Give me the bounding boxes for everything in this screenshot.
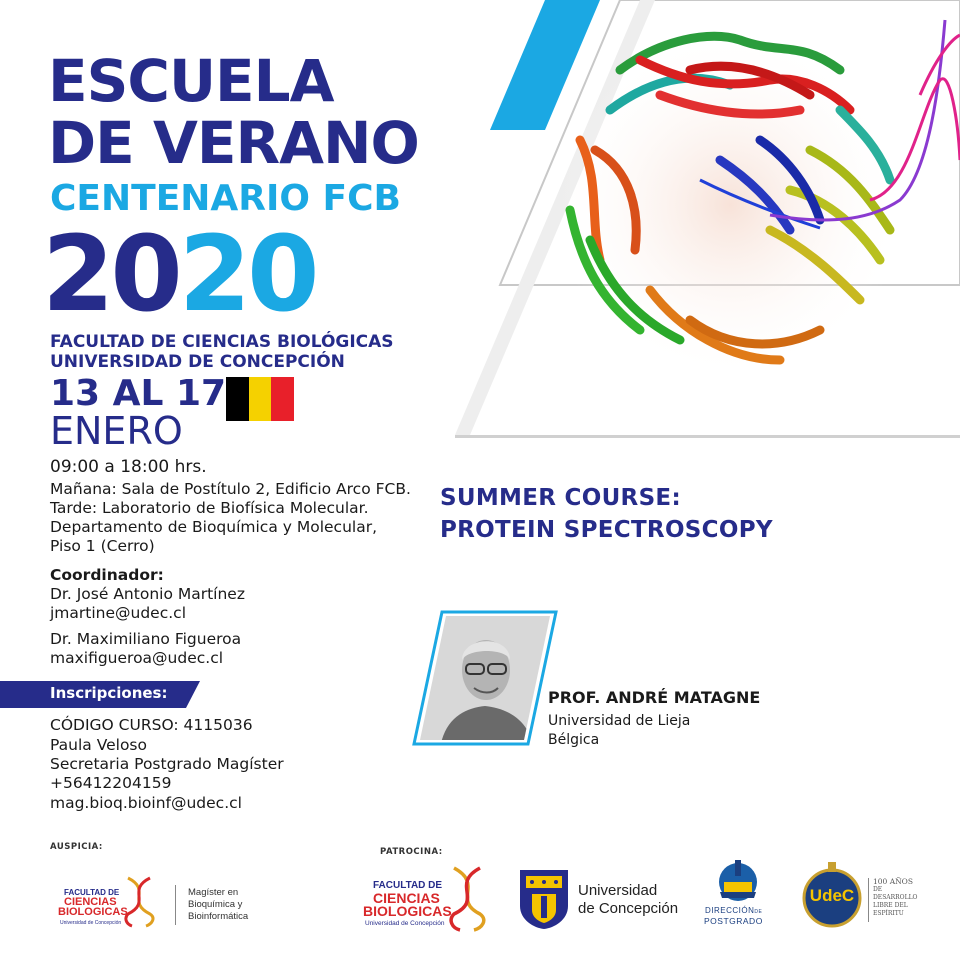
title-line-2: DE VERANO — [48, 109, 419, 177]
centenary-line-1: 100 AÑOS — [873, 877, 913, 886]
flag-stripe-yellow — [249, 377, 272, 421]
postgrado-line-2: POSTGRADO — [704, 916, 763, 926]
professor-country: Bélgica — [548, 732, 600, 748]
dna-icon — [122, 876, 156, 928]
registration-contact: Paula Veloso — [50, 736, 147, 754]
fcb-logo-line-3: BIOLOGICAS — [58, 906, 128, 918]
hours: 09:00 a 18:00 hrs. — [50, 457, 207, 477]
registration-email: mag.bioq.bioinf@udec.cl — [50, 794, 242, 812]
professor-name: PROF. ANDRÉ MATAGNE — [548, 688, 761, 707]
venue-morning: Mañana: Sala de Postítulo 2, Edificio Arco FCB. — [50, 480, 411, 498]
centenary-divider — [868, 878, 869, 922]
magister-logo-line-3: Bioinformática — [188, 911, 249, 922]
coordinator-label: Coordinador: — [50, 566, 164, 584]
centenary-line-3: DESARROLLO — [873, 894, 918, 901]
fcb-logo-line-1: FACULTAD DE — [64, 888, 120, 897]
dna-icon-2 — [446, 866, 488, 932]
postgrado-line-1 — [705, 906, 762, 915]
magister-logo-line-2: Bioquímica y — [188, 899, 243, 910]
coordinator-2-name: Dr. Maximiliano Figueroa — [50, 630, 242, 648]
coordinator-1-email: jmartine@udec.cl — [50, 604, 186, 622]
date-range: 13 AL 17 — [50, 373, 227, 414]
venue-department: Departamento de Bioquímica y Molecular, — [50, 518, 377, 536]
auspicia-label: AUSPICIA: — [50, 842, 103, 852]
postgrado-direccion: DIRECCIÓN — [705, 906, 755, 915]
professor-photo — [410, 608, 560, 748]
faculty-line-2: UNIVERSIDAD DE CONCEPCIÓN — [50, 352, 345, 372]
centenary-line-4: LIBRE DEL — [873, 902, 908, 909]
year-part-1: 20 — [42, 213, 179, 335]
fcb-logo-2-line-4: Universidad de Concepción — [365, 920, 445, 927]
registration-label: Inscripciones: — [50, 684, 168, 702]
udec-badge-text: UdeC — [809, 886, 855, 905]
fcb-logo-2-line-2: CIENCIAS — [373, 890, 440, 906]
magister-logo-line-1: Magíster en — [188, 887, 239, 898]
patrocina-label: PATROCINA: — [380, 847, 443, 857]
title-line-1: ESCUELA — [48, 47, 334, 115]
coordinator-2-email: maxifigueroa@udec.cl — [50, 649, 224, 667]
venue-floor: Piso 1 (Cerro) — [50, 537, 155, 555]
flag-stripe-black — [226, 377, 249, 421]
fcb-logo-line-4: Universidad de Concepción — [60, 920, 122, 926]
faculty-line-1: FACULTAD DE CIENCIAS BIOLÓGICAS — [50, 332, 394, 352]
postgrado-de: DE — [754, 909, 763, 915]
registration-phone: +56412204159 — [50, 774, 172, 792]
registration-code: CÓDIGO CURSO: 4115036 — [50, 716, 253, 734]
professor-university: Universidad de Lieja — [548, 713, 691, 729]
logo-divider — [175, 885, 176, 925]
fcb-logo-line-2: CIENCIAS — [64, 896, 117, 908]
registration-office: Secretaria Postgrado Magíster — [50, 755, 284, 773]
title-year — [42, 213, 316, 335]
fcb-logo-2-line-1: FACULTAD DE — [373, 880, 443, 891]
belgium-flag-icon — [226, 377, 294, 421]
title-line-3: CENTENARIO FCB — [50, 178, 401, 219]
fcb-logo-auspicia — [58, 888, 178, 938]
coordinator-1-name: Dr. José Antonio Martínez — [50, 585, 245, 603]
venue-afternoon: Tarde: Laboratorio de Biofísica Molecular. — [50, 499, 369, 517]
centenary-line-2: DE — [873, 886, 883, 893]
centenary-text — [873, 878, 917, 918]
course-title-line-1: SUMMER COURSE: — [440, 485, 681, 511]
date-month: ENERO — [50, 409, 183, 453]
centenary-line-5: ESPÍRITU — [873, 910, 904, 917]
udec-shield-icon — [518, 868, 570, 930]
flag-stripe-red — [271, 377, 294, 421]
course-title-line-2: PROTEIN SPECTROSCOPY — [440, 517, 773, 543]
protein-structure-image — [540, 0, 960, 420]
fcb-logo-2-line-3: BIOLOGICAS — [363, 903, 452, 919]
postgrado-emblem-icon — [714, 858, 762, 902]
udec-name-line-2: de Concepción — [578, 900, 679, 917]
year-part-2: 20 — [178, 213, 316, 335]
udec-name-line-1: Universidad — [578, 882, 658, 899]
